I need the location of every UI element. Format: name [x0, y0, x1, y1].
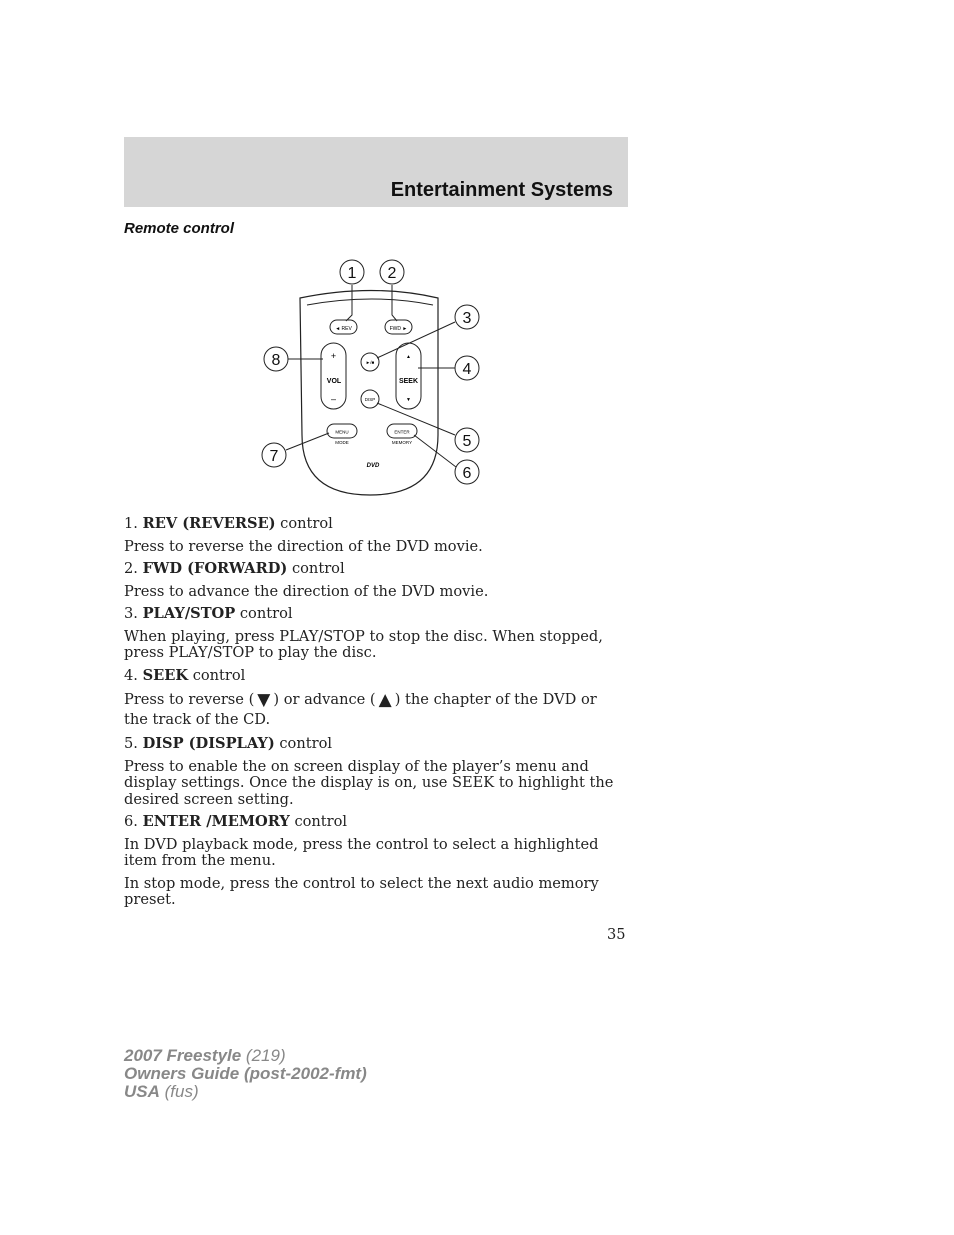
menu-button-label: MENU	[335, 429, 349, 435]
callout-8: 8	[271, 352, 281, 369]
enter-button-label: ENTER	[394, 429, 410, 435]
item-heading-enter-memory: 6. ENTER /MEMORY control	[124, 813, 348, 830]
item-heading-disp: 5. DISP (DISPLAY) control	[124, 735, 333, 752]
rev-button-label: ◄ REV	[335, 326, 352, 332]
item-desc-enter-memory: In DVD playback mode, press the control to select a highlighted item from the menu.	[124, 835, 599, 869]
page-number: 35	[607, 926, 626, 943]
mode-label: MODE	[335, 440, 349, 445]
item-desc-disp: Press to enable the on screen display of the player’s menu and display settings. Once the display is on, use SEEK to highlight the desired screen setting.	[124, 757, 614, 808]
callout-4: 4	[462, 361, 472, 378]
seek-up-label: ▲	[406, 354, 411, 360]
footer-line-3: USA (fus)	[124, 1082, 199, 1101]
page-header-title: Entertainment Systems	[390, 179, 613, 201]
item-desc-fwd: Press to advance the direction of the DVD movie.	[124, 582, 489, 600]
callout-6: 6	[462, 465, 472, 482]
footer	[124, 1047, 367, 1101]
callout-3: 3	[462, 310, 472, 327]
play-stop-label: ►/■	[365, 360, 375, 365]
item-heading-fwd: 2. FWD (FORWARD) control	[124, 560, 345, 577]
callout-1: 1	[347, 265, 357, 282]
callout-7: 7	[269, 448, 279, 465]
item-desc-enter-memory-2: In stop mode, press the control to select the next audio memory preset.	[124, 874, 599, 908]
header-band	[124, 137, 628, 207]
vol-label: VOL	[326, 378, 342, 385]
vol-plus-label: +	[330, 351, 337, 361]
item-heading-seek: 4. SEEK control	[124, 666, 246, 684]
item-desc-seek: Press to reverse ( ▼ ) or advance ( ▲ ) the chapter of the DVD or the track of the CD.	[124, 690, 597, 728]
callout-2: 2	[387, 265, 397, 282]
seek-label: SEEK	[398, 378, 419, 385]
seek-down-arrow-icon: ▼	[257, 690, 271, 710]
memory-label: MEMORY	[391, 440, 413, 445]
footer-line-1: 2007 Freestyle (219)	[124, 1046, 286, 1065]
seek-up-arrow-icon: ▲	[378, 690, 392, 710]
fwd-button-label: FWD ►	[389, 326, 408, 332]
section-title: Remote control	[124, 220, 235, 237]
seek-down-label: ▼	[406, 397, 411, 403]
callout-5: 5	[462, 433, 472, 450]
control-descriptions	[124, 516, 624, 915]
vol-minus-label: –	[330, 394, 337, 404]
remote-control-figure	[255, 255, 495, 500]
footer-line-2: Owners Guide (post-2002-fmt)	[124, 1064, 367, 1083]
item-heading-play-stop: 3. PLAY/STOP control	[124, 605, 293, 622]
item-heading-rev: 1. REV (REVERSE) control	[124, 515, 333, 532]
item-desc-rev: Press to reverse the direction of the DVD movie.	[124, 537, 483, 555]
dvd-logo: DVD	[366, 463, 380, 469]
item-desc-play-stop: When playing, press PLAY/STOP to stop the disc. When stopped, press PLAY/STOP to play the disc.	[124, 627, 603, 661]
disp-button-label: DISP	[364, 397, 376, 402]
